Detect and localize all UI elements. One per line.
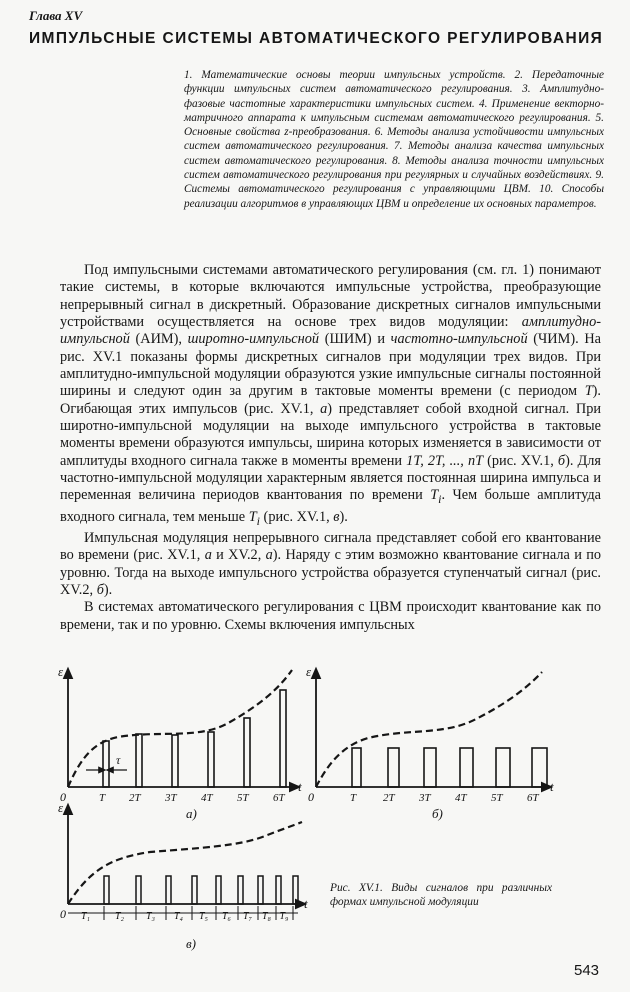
period-label: T₉ [279, 911, 289, 922]
tau-label: τ [116, 753, 121, 767]
amplitude-pulse [103, 741, 109, 787]
tick-label: 2T [383, 792, 395, 804]
panel-b-envelope-curve [316, 672, 542, 787]
width-pulse [352, 748, 361, 787]
width-pulse [424, 748, 436, 787]
panel-c-y-label: ε [58, 800, 64, 815]
amplitude-pulse [244, 718, 250, 787]
panel-b-x-label: t [550, 779, 554, 794]
panel-c-x-label: t [304, 896, 308, 911]
chapter-title: ИМПУЛЬСНЫЕ СИСТЕМЫ АВТОМАТИЧЕСКОГО РЕГУЛИРОВАНИЯ [29, 30, 604, 47]
amplitude-pulse [208, 732, 214, 787]
amplitude-pulse [172, 735, 178, 787]
frequency-pulse [216, 876, 221, 904]
period-label: T₂ [115, 911, 125, 922]
panel-c-origin-label: 0 [60, 907, 66, 921]
figure-caption: Рис. XV.1. Виды сигналов при различных формах импульсной модуляции [330, 882, 552, 908]
panel-a-x-label: t [298, 779, 302, 794]
period-label: T₈ [262, 911, 272, 922]
frequency-pulse [258, 876, 263, 904]
panel-a-origin-label: 0 [60, 790, 66, 804]
frequency-pulse [104, 876, 109, 904]
tick-label: 2T [129, 792, 141, 804]
period-label: T₆ [222, 911, 232, 922]
panel-a-y-label: ε [58, 664, 64, 679]
panel-c-label: в) [186, 936, 196, 951]
amplitude-pulse [136, 734, 142, 787]
period-label: T₁ [81, 911, 91, 922]
tick-label: 5T [491, 792, 503, 804]
tick-label: 6T [527, 792, 539, 804]
frequency-pulse [166, 876, 171, 904]
period-label: T₇ [243, 911, 253, 922]
tick-label: T [99, 792, 106, 804]
panel-a-graph [58, 664, 302, 821]
width-pulse [388, 748, 399, 787]
panel-b-y-label: ε [306, 664, 312, 679]
panel-a-label: а) [186, 806, 197, 821]
frequency-pulse [192, 876, 197, 904]
page-number: 543 [574, 962, 600, 979]
frequency-pulse [136, 876, 141, 904]
paragraph-3: В системах автоматического регулирования с ЦВМ происходит квантование как по времени, так и по уровню. Схемы включения импульсных [60, 599, 601, 633]
chapter-contents: 1. Математические основы теории импульсных устройств. 2. Передаточные функции импульсных систем автоматического регулирования. 3. Амплитудно-фазовые частотные характеристики импульсных систем. 4. Применение векторно-матричного аппарата к импульсным системам автоматического регулирования. 5. Основные свойства z-преобразования. 6. Методы анализа устойчивости импульсных систем автоматического регулирования. 7. Методы анализа качества импульсных систем автоматического регулирования. 8. Методы анализа точности импульсных систем автоматического регулирования при регулярных и случайных воздействиях. 9. Системы автоматического регулирования с управляющими ЦВМ. 10. Способы реализации алгоритмов в управляющих ЦВМ и определение их основных параметров. [184, 69, 604, 210]
panel-b-label: б) [432, 806, 443, 821]
tick-label: 6T [273, 792, 285, 804]
tick-label: 5T [237, 792, 249, 804]
frequency-pulse [293, 876, 298, 904]
panel-c-envelope-curve [68, 822, 302, 904]
width-pulse [532, 748, 547, 787]
tick-label: T [350, 792, 357, 804]
panel-b-origin-label: 0 [308, 790, 314, 804]
tick-label: 4T [455, 792, 467, 804]
frequency-pulse [238, 876, 243, 904]
paragraph-2: Импульсная модуляция непрерывного сигнала представляет собой его квантование во времени (рис. XV.1, а и XV.2, а). Наряду с этим возможно квантование сигнала и по уровню. Тогда на выходе импульсного устройства образуется ступенчатый сигнал (рис. XV.2, б). [60, 529, 602, 598]
width-pulse [496, 748, 510, 787]
period-label: T₄ [174, 911, 184, 922]
period-label: T₅ [199, 911, 209, 922]
frequency-pulse [276, 876, 281, 904]
tick-label: 3T [419, 792, 431, 804]
tick-label: 4T [201, 792, 213, 804]
width-pulse [460, 748, 473, 787]
panel-b-graph [306, 664, 554, 821]
amplitude-pulse [280, 690, 286, 787]
panel-c-graph [58, 800, 308, 951]
tick-label: 3T [165, 792, 177, 804]
paragraph-1: Под импульсными системами автоматического регулирования (см. гл. 1) понимают такие системы, в которые включаются импульсные устройства, преобразующие непрерывный сигнал в дискретный. Образование дискретных сигналов импульсными устройствами осуществляется на основе трех видов модуляции: амплитудно-импульсной (АИМ), широтно-импульсной (ШИМ) и частотно-импульсной (ЧИМ). На рис. XV.1 показаны формы дискретных сигналов при модуляции трех видов. При амплитудно-импульсной модуляции образуются узкие импульсные сигналы постоянной ширины и следуют один за другим в тактовые моменты времени (с периодом T). Огибающая этих импульсов (рис. XV.1, а) представляет собой входной сигнал. При широтно-импульсной модуляции на выходе импульсного устройства в тактовые моменты времени образуются импульсы, ширина которых изменяется в зависимости от амплитуды входного сигнала также в моменты времени 1T, 2T, ..., nT (рис. XV.1, б). Для частотно-импульсной модуляции характерным является постоянная ширина импульса и переменная величина периодов квантования по времени $T_i$. Чем больше амплитуда входного сигнала, тем меньше $T_i$ (рис. XV.1, в). [60, 262, 602, 528]
chapter-label: Глава XV [29, 8, 83, 23]
period-label: T₃ [146, 911, 156, 922]
